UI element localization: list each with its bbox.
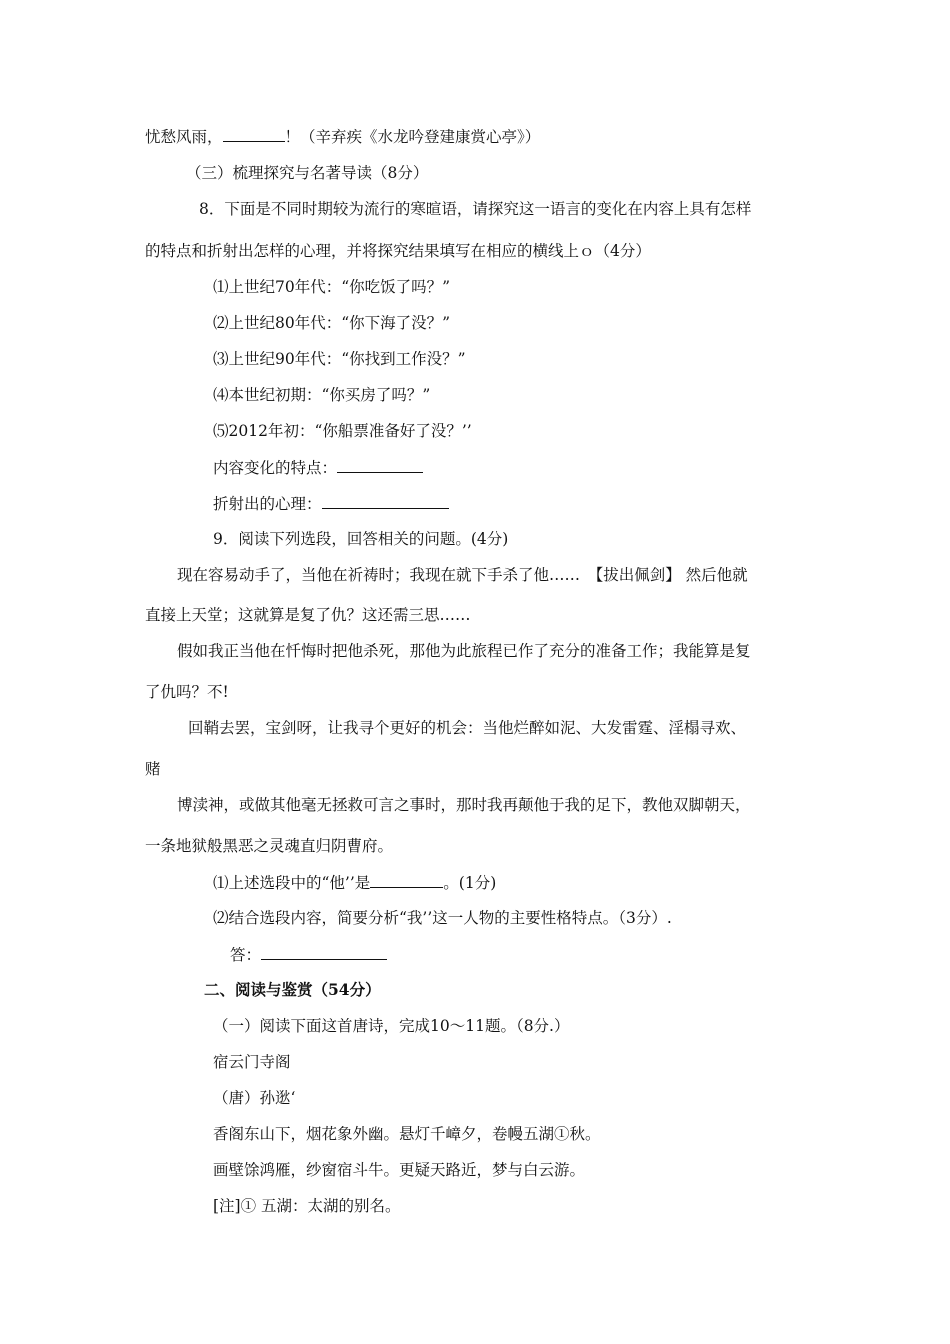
question-9-sub-2: ⑵结合选段内容，简要分析“我’’这一人物的主要性格特点。（3分）. [213, 909, 672, 927]
answer-blank[interactable] [370, 871, 443, 888]
excerpt-paragraph-4-cont: 一条地狱般黑恶之灵魂直归阴曹府。 [145, 837, 394, 855]
question-9-text: 9．阅读下列选段，回答相关的问题。(4分) [213, 530, 509, 548]
excerpt-paragraph-1: 现在容易动手了，当他在祈祷时；我现在就下手杀了他…… 【拔出佩剑】 然后他就 [177, 566, 748, 584]
poem-question-intro: （一）阅读下面这首唐诗，完成10～11题。（8分.） [213, 1017, 570, 1035]
poem-author: （唐）孙逖‘ [213, 1089, 296, 1107]
excerpt-paragraph-2: 假如我正当他在忏悔时把他杀死，那他为此旅程已作了充分的准备工作；我能算是复 [177, 642, 751, 660]
excerpt-paragraph-4: 博渎神，或做其他毫无拯救可言之事时，那时我再颠他于我的足下，教他双脚朝天， [177, 796, 751, 814]
poem-fill-source: ！（辛弃疾《水龙吟登建康赏心亭》） [284, 128, 541, 146]
question-9-sub-1 [213, 871, 496, 893]
psychology-label: 折射出的心理： [213, 495, 322, 513]
question-9-sub-1-suffix: 。(1分) [443, 874, 497, 892]
content-change-label: 内容变化的特点： [213, 459, 338, 477]
answer-blank[interactable] [223, 125, 285, 142]
greeting-item-4: ⑷本世纪初期：“你买房了吗？” [213, 386, 431, 404]
answer-line [230, 943, 387, 965]
greeting-item-5: ⑸2012年初：“你船票准备好了没？’’ [213, 422, 472, 440]
poem-fill-prefix: 忧愁风雨， [145, 128, 223, 146]
question-9-sub-1-prefix: ⑴上述选段中的“他’’是 [213, 874, 371, 892]
question-8-text: 8．下面是不同时期较为流行的寒暄语，请探究这一语言的变化在内容上具有怎样 [199, 200, 752, 218]
excerpt-paragraph-1-cont: 直接上天堂；这就算是复了仇？这还需三思…… [145, 606, 471, 624]
answer-blank[interactable] [261, 943, 387, 960]
answer-blank[interactable] [322, 492, 449, 509]
poem-line-2: 画壁馀鸿雁，纱窗宿斗牛。更疑天路近，梦与白云游。 [213, 1161, 586, 1179]
content-change-line [213, 456, 423, 478]
poem-line-1: 香阁东山下，烟花象外幽。悬灯千嶂夕，卷幔五湖①秋。 [213, 1125, 601, 1143]
greeting-item-1: ⑴上世纪70年代：“你吃饭了吗？” [213, 278, 451, 296]
section-heading-3: （三）梳理探究与名著导读（8分） [186, 164, 429, 182]
greeting-item-3: ⑶上世纪90年代：“你找到工作没？” [213, 350, 466, 368]
section-heading-reading: 二、阅读与鉴赏（54分） [204, 980, 381, 999]
poem-fill-line [145, 125, 540, 147]
greeting-item-2: ⑵上世纪80年代：“你下海了没？” [213, 314, 451, 332]
poem-title: 宿云门寺阁 [213, 1053, 291, 1071]
excerpt-paragraph-2-cont: 了仇吗？不! [145, 683, 229, 701]
answer-blank[interactable] [337, 456, 423, 473]
excerpt-paragraph-3-cont: 赌 [145, 760, 161, 778]
psychology-line [213, 492, 449, 514]
answer-label: 答： [230, 946, 262, 964]
poem-note: [注]① 五湖：太湖的别名。 [213, 1197, 401, 1215]
question-8-text-cont: 的特点和折射出怎样的心理，并将探究结果填写在相应的横线上ｏ（4分） [145, 242, 651, 260]
excerpt-paragraph-3: 回鞘去罢，宝剑呀，让我寻个更好的机会：当他烂醉如泥、大发雷霆、淫榻寻欢、 [188, 719, 747, 737]
